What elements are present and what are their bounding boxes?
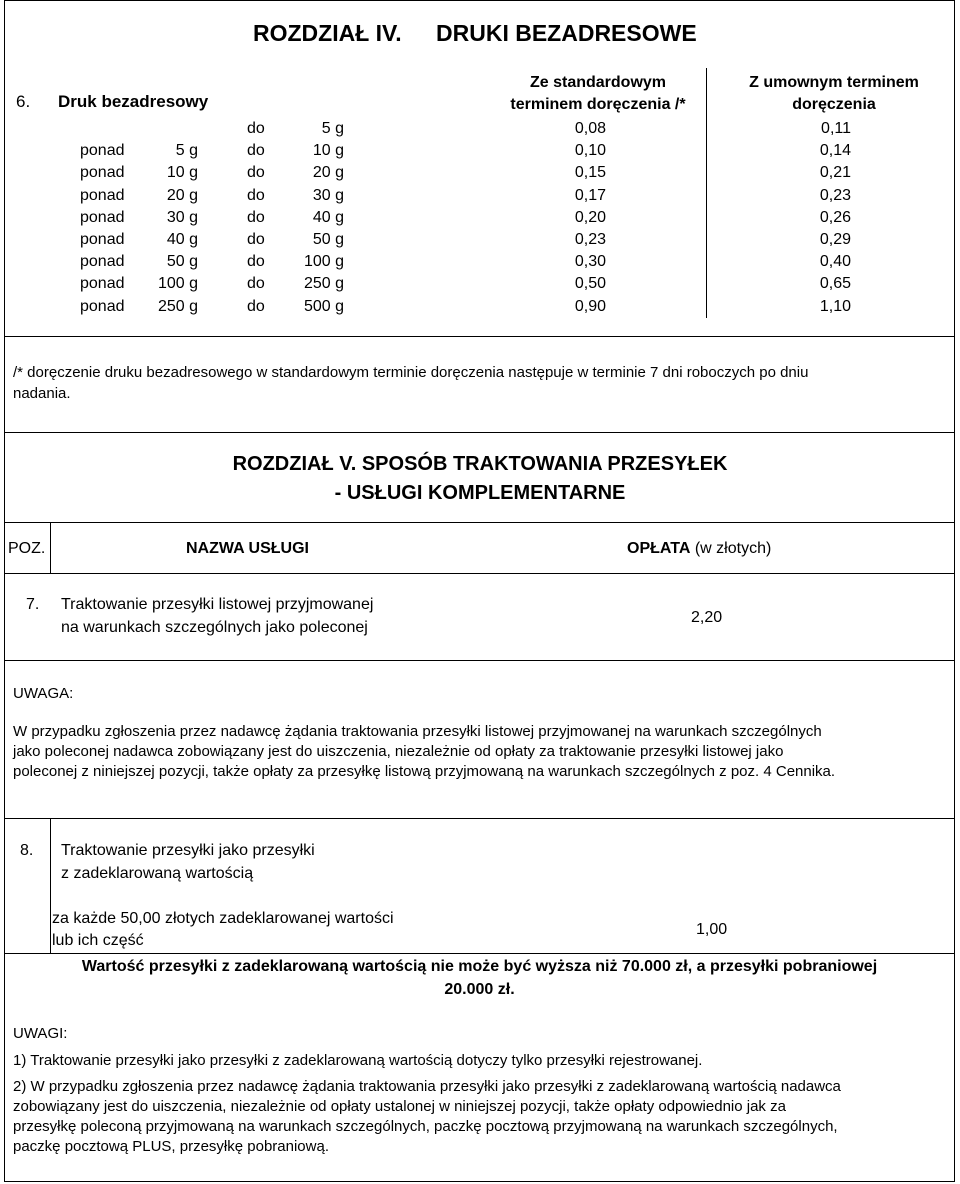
price-standard: 0,20 [574,208,606,226]
weight-from-word: ponad [80,275,125,293]
col-header-fee-bold: OPŁATA [627,540,691,557]
table-row [0,229,960,251]
weight-to-word: do [247,253,265,271]
price-agreed: 0,11 [821,120,851,137]
weight-to: 10 g [312,142,344,160]
weight-to: 40 g [312,208,344,226]
chapter4-title-b: DRUKI BEZADRESOWE [436,20,697,46]
weight-from: 5 g [175,142,198,160]
weight-to: 5 g [321,120,344,137]
header-bottom-line [4,573,955,574]
item-name-6: Druk bezadresowy [58,92,209,111]
header-top-line [4,522,955,523]
table-row [0,118,960,140]
item7-fee: 2,20 [691,609,723,626]
table-row [0,207,960,229]
note7-line: poleconej z niniejszej pozycji, także opłaty za przesyłkę listową przyjmowaną na warunkach szczególnych z poz. 4 Cennika. [13,763,836,780]
notes8-item2-line: 2) W przypadku zgłoszenia przez nadawcę żądania traktowania przesyłki jako przesyłki z zadeklarowaną wartością nadawca [13,1078,841,1095]
weight-from: 100 g [157,275,198,293]
col-header-standard [468,72,728,116]
weight-from: 10 g [166,164,198,182]
price-standard: 0,08 [574,120,606,137]
weight-from: 30 g [166,208,198,226]
price-standard: 0,10 [574,142,606,160]
weight-from: 20 g [166,186,198,204]
weight-to: 20 g [312,164,344,182]
table-row [0,140,960,162]
price-standard: 0,50 [574,275,606,293]
item-number-8: 8. [20,842,34,859]
weight-to-word: do [247,142,265,160]
item8-bottom-line [4,953,955,954]
weight-to-word: do [247,120,265,137]
notes8-title: UWAGI: [13,1025,68,1042]
price-agreed: 0,40 [819,253,851,271]
col-header-agreed-line2: doręczenia [792,96,876,113]
item-number-7: 7. [26,596,40,613]
item7-bottom-line [4,660,955,661]
note7-title: UWAGA: [13,685,74,702]
footnote-line2: nadania. [13,385,71,402]
section-divider-2 [4,432,955,433]
price-agreed: 0,26 [819,208,851,226]
price-standard: 0,15 [574,164,606,182]
note7-line: W przypadku zgłoszenia przez nadawcę żądania traktowania przesyłki listowej przyjmowanej na warunkach szczególnych [13,723,822,740]
weight-from-word: ponad [80,164,125,182]
col-header-standard-line2: terminem doręczenia /* [510,96,686,113]
weight-to: 100 g [303,253,344,271]
weight-to: 50 g [312,231,344,248]
weight-from-word: ponad [80,253,125,271]
weight-to: 30 g [312,186,344,204]
item8-sub-line2: lub ich część [52,932,144,949]
price-agreed: 0,14 [819,142,851,160]
item8-fee: 1,00 [696,921,728,938]
poz-col-divider-8 [50,818,51,953]
weight-to-word: do [247,164,265,182]
note7-line: jako poleconej nadawca zobowiązany jest do uiszczenia, niezależnie od opłaty za traktowanie przesyłki listowej jako [13,743,784,760]
col-header-agreed-line1: Z umownym terminem [749,74,919,91]
limit-line1: Wartość przesyłki z zadeklarowaną wartością nie może być wyższa niż 70.000 zł, a przesyłki pobraniowej [81,958,878,975]
item-number-6: 6. [16,92,31,111]
weight-from-word: ponad [80,186,125,204]
weight-from: 40 g [166,231,198,248]
price-agreed: 1,10 [819,297,851,315]
weight-to-word: do [247,275,265,293]
price-standard: 0,23 [574,231,606,248]
col-header-fee-rest: (w złotych) [690,540,772,557]
price-standard: 0,17 [574,186,606,204]
section-divider-3 [4,818,955,819]
item7-name-line2: na warunkach szczególnych jako poleconej [61,619,368,636]
chapter4-title-a: ROZDZIAŁ IV. [253,20,402,46]
col-header-standard-line1: Ze standardowym [529,74,667,91]
poz-col-divider [50,522,51,574]
price-standard: 0,90 [574,297,606,315]
table-row [0,273,960,295]
price-agreed: 0,23 [819,186,851,204]
notes8-item2-line: przesyłkę poleconą przyjmowaną na warunkach szczególnych, paczkę pocztową przyjmowaną na warunkach szczególnych, [13,1118,838,1135]
weight-to-word: do [247,297,265,315]
weight-price-table [0,118,960,318]
footnote-line1: /* doręczenie druku bezadresowego w standardowym terminie doręczenia następuje w terminie 7 dni roboczych po dniu [13,364,809,381]
item7-name-line1: Traktowanie przesyłki listowej przyjmowanej [61,596,374,613]
notes8-item1: 1) Traktowanie przesyłki jako przesyłki z zadeklarowaną wartością dotyczy tylko przesyłki rejestrowanej. [13,1052,703,1069]
table-row [0,185,960,207]
weight-from-word: ponad [80,231,125,248]
col-header-agreed [704,72,960,116]
notes8-item2 [13,1077,841,1157]
chapter5-title-line2: - USŁUGI KOMPLEMENTARNE [334,482,626,504]
weight-to-word: do [247,186,265,204]
table-row [0,162,960,184]
price-agreed: 0,21 [819,164,851,182]
weight-to: 250 g [303,275,344,293]
limit-line2: 20.000 zł. [444,981,515,998]
item8-name-line2: z zadeklarowaną wartością [61,865,254,882]
notes8-item2-line: zobowiązany jest do uiszczenia, niezależnie od opłaty ustalonej w niniejszej pozycji, także opłaty odpowiednio jak za [13,1098,786,1115]
weight-to: 500 g [303,297,344,315]
weight-from-word: ponad [80,208,125,226]
col-header-fee [627,540,771,558]
price-agreed: 0,65 [819,275,851,293]
weight-from-word: ponad [80,142,125,160]
note7-text [13,722,835,782]
weight-to-word: do [247,231,265,248]
table-row [0,251,960,273]
weight-to-word: do [247,208,265,226]
weight-from-word: ponad [80,297,125,315]
item8-name-line1: Traktowanie przesyłki jako przesyłki [61,842,315,859]
section-divider-1 [4,336,955,337]
notes8-item2-line: paczkę pocztową PLUS, przesyłkę pobraniową. [13,1138,329,1155]
price-standard: 0,30 [574,253,606,271]
col-header-poz: POZ. [8,540,46,557]
item8-sub-line1: za każde 50,00 złotych zadeklarowanej wartości [52,910,394,927]
col-header-name: NAZWA USŁUGI [186,540,309,557]
weight-from: 250 g [157,297,198,315]
price-agreed: 0,29 [819,231,851,248]
weight-from: 50 g [166,253,198,271]
table-row [0,296,960,318]
chapter5-title-line1: ROZDZIAŁ V. SPOSÓB TRAKTOWANIA PRZESYŁEK [232,453,728,475]
